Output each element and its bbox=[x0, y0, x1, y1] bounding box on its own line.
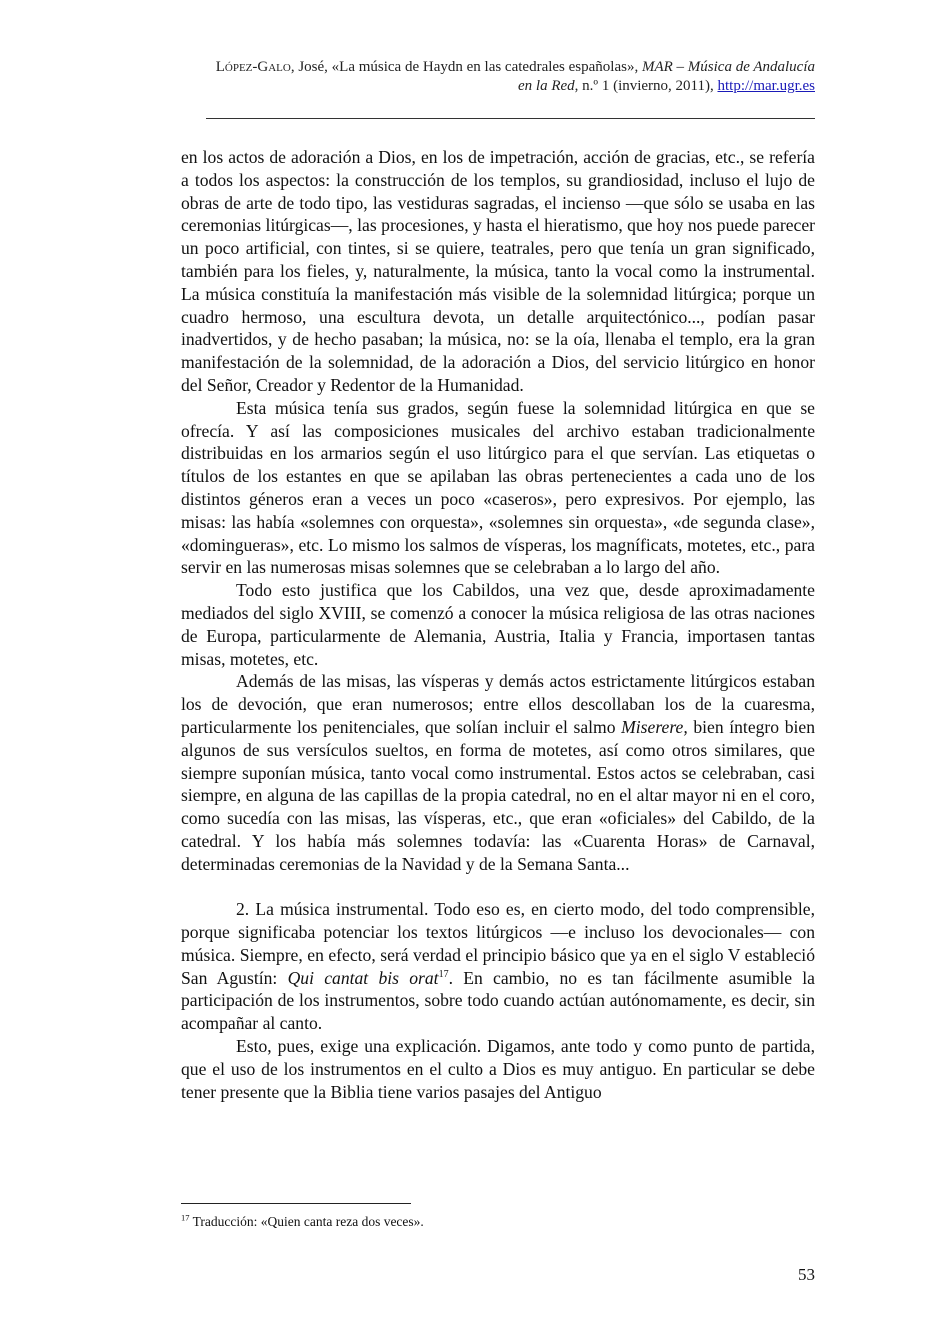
header-issue: , n.º 1 (invierno, 2011), bbox=[574, 78, 718, 94]
paragraph-4-end: bien íntegro bien algunos de sus versículos sueltos, en forma de motetes, así como otros similares, que siempre suponían música, tanto vocal como instrumental. Estos actos se celebraban, casi siempre, en alguna de las capillas de la propia catedral, no en el altar mayor ni en el coro, como sucedía con las misas, las vísperas, etc., que eran «oficiales» del Cabildo, de la catedral. Y los había más solemnes todavía: las «Cuarenta Horas» de Carnaval, determinadas ceremonias de la Navidad y de la Semana Santa... bbox=[181, 716, 815, 874]
footnote-number: 17 bbox=[181, 1212, 190, 1223]
header-author-rest: , José, «La música de Haydn en las catedrales españolas», bbox=[290, 59, 642, 75]
paragraph-1: en los actos de adoración a Dios, en los de impetración, acción de gracias, etc., se refería a todos los aspectos: la construcción de los templos, su grandiosidad, incluso el lujo de obras de arte de todo tipo, las vestiduras sagradas, el incienso —que sólo se usaba en las ceremonias litúrgicas—, las procesiones, y hasta el hieratismo, que hoy nos puede parecer un poco artificial, con tintes, si se quiere, teatrales, pero que tenía un gran significado, también para los fieles, y, naturalmente, la música, tanto la vocal como la instrumental. La música constituía la manifestación más visible de la solemnidad litúrgica; porque un cuadro hermoso, una escultura devota, un detalle arquitectónico..., podían pasar inadvertidos, y de hecho pasaban; la música, no: se la oía, llenaba el templo, era la gran manifestación de la solemnidad, de la adoración a Dios, del servicio litúrgico en honor del Señor, Creador y Redentor de la Humanidad. bbox=[181, 147, 815, 395]
latin-quote: Qui cantat bis orat bbox=[287, 967, 439, 988]
paragraph-5-end: . En cambio, no es tan fácilmente asumible la participación de los instrumentos, sobre todo cuando actúan autónomamente, es decir, sin acompañar al canto. bbox=[181, 967, 815, 1034]
footnote-text: Traducción: «Quien canta reza dos veces». bbox=[189, 1214, 424, 1229]
header-journal: MAR – Música de Andalucía en la Red bbox=[518, 59, 815, 94]
paragraph-4-start: Además de las misas, las vísperas y demás actos estrictamente litúrgicos estaban los de devoción, que eran numerosos; entre ellos descollaban los de la cuaresma, particularmente los penitenciales, que solían incluir el salmo bbox=[181, 671, 815, 737]
paragraph-4 bbox=[181, 670, 815, 875]
header-author: López-Galo bbox=[215, 59, 291, 75]
paragraph-5 bbox=[181, 898, 815, 1035]
footnote bbox=[181, 1213, 815, 1230]
main-text bbox=[181, 146, 815, 1103]
miserere-term: Miserere, bbox=[621, 716, 688, 737]
paragraph-5-start: 2. La música instrumental. Todo eso es, en cierto modo, del todo comprensible, porque significaba potenciar los textos litúrgicos —e incluso los devocionales— con música. Siempre, en efecto, será verdad el principio básico que ya en el siglo V estableció San Agustín: bbox=[181, 899, 815, 988]
paragraph-3: Todo esto justifica que los Cabildos, una vez que, desde aproximadamente mediados del siglo XVIII, se comenzó a conocer la música religiosa de las otras naciones de Europa, particularmente de Alemania, Austria, Italia y Francia, importasen tantas misas, motetes, etc. bbox=[181, 580, 815, 669]
running-header bbox=[206, 58, 815, 96]
footnote-rule bbox=[181, 1203, 411, 1204]
paragraph-6: Esto, pues, exige una explicación. Digamos, ante todo y como punto de partida, que el uso de los instrumentos en el culto a Dios es muy antiguo. En particular se debe tener presente que la Biblia tiene varios pasajes del Antiguo bbox=[181, 1036, 815, 1102]
page-number: 53 bbox=[798, 1265, 815, 1284]
footnote-ref[interactable]: 17 bbox=[438, 968, 449, 980]
header-url-link[interactable]: http://mar.ugr.es bbox=[717, 78, 815, 94]
header-rule bbox=[206, 118, 815, 119]
paragraph-2: Esta música tenía sus grados, según fuese la solemnidad litúrgica en que se ofrecía. Y así las composiciones musicales del archivo estaban tradicionalmente distribuidas en los armarios según el uso litúrgico para el que servían. Las etiquetas o títulos de los estantes en que se apilaban las obras pertenecientes a cada uno de los distintos géneros eran a veces un poco «caseros», pero expresivos. Por ejemplo, las misas: las había «solemnes con orquesta», «solemnes sin orquesta», «de segunda clase», «domingueras», etc. Lo mismo los salmos de vísperas, los magníficats, motetes, etc., para servir en las numerosas misas solemnes que se celebraban a lo largo del año. bbox=[181, 397, 815, 578]
